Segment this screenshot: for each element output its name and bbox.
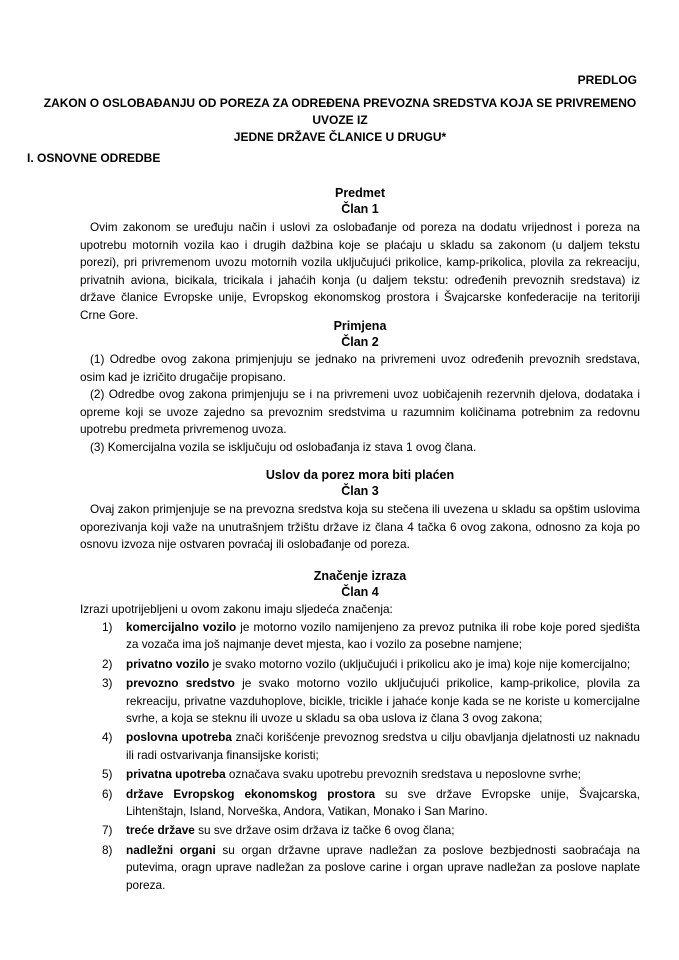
- definition-item: 6) države Evropskog ekonomskog prostora su sve države Evropske unije, Švajcarska, Lihtenštajn, Island, Norveška, Andora, Vatikan, Monako i San Marino.: [102, 786, 640, 819]
- article-1-subject: Predmet: [334, 186, 386, 200]
- definitions-list: [80, 619, 640, 896]
- article-3-text: Ovaj zakon primjenjuje se na prevozna sredstva koja su stečena ili uvezena u skladu sa opštim uslovima oporezivanja koji važe na unutrašnjem tržištu države iz člana 4 tačka 6 ovog zakona, odnosno za koja po osnovu izvoza nije ostvaren povraćaj ili oslobađanje od poreza.: [80, 502, 640, 551]
- proposal-label: PREDLOG: [577, 73, 637, 87]
- article-1-text: Ovim zakonom se uređuju način i uslovi za oslobađanje od poreza na dodatu vrijednost i poreza na upotrebu motornih vozila kao i drugih dažbina koje se plaćaju u skladu sa zakonom (u daljem tekstu porezi), pri privremenom uvozu motornih vozila uključujući prikolice, kamp-prikolica, plovila za rekreaciju, privatnih aviona, bicikala, tricikala i jahaćih konja (u daljem tekstu: određenih prevoznih sredstava) iz države članice Evropske unije, Evropskog ekonomskog prostora i Švajcarske konfederacije na teritoriji Crne Gore.: [80, 220, 640, 322]
- document-title: [40, 95, 640, 146]
- article-1: [80, 185, 640, 217]
- article-2-body: [80, 351, 640, 456]
- definition-item: 3) prevozno sredstvo je svako motorno vozilo uključujući prikolice, kamp-prikolice, plovila za rekreaciju, privatne vazduhoplove, bicikle, tricikle i jahaće konje kada se ne koriste u komercijalne svrhe, a koja se steknu ili uvoze u skladu sa oba uslova iz člana 3 ovog zakona;: [102, 676, 640, 726]
- section-heading: I. OSNOVNE ODREDBE: [27, 151, 161, 165]
- article-2-label: Član 2: [341, 335, 379, 349]
- article-3-subject: Uslov da porez mora biti plaćen: [265, 468, 455, 482]
- article-4-label: Član 4: [341, 585, 379, 599]
- definition-item: 2) privatno vozilo je svako motorno vozilo (uključujući i prikolicu ako je ima) koje nije komercijalno;: [102, 656, 631, 671]
- definition-item: 4) poslovna upotreba znači korišćenje prevoznog sredstva u cilju obavljanja djelatnosti uz naknadu ili radi ostvarivanja finansijske koristi;: [102, 730, 640, 762]
- article-4-intro: Izrazi upotrijebljeni u ovom zakonu imaju sljedeća značenja:: [80, 602, 393, 616]
- article-1-label: Član 1: [341, 202, 379, 216]
- definition-item: 5) privatna upotreba označava svaku upotrebu prevoznih sredstava u neposlovne svrhe;: [102, 767, 582, 782]
- article-4-subject: Značenje izraza: [313, 569, 407, 583]
- article-2: [80, 318, 640, 350]
- definition-item: 1) komercijalno vozilo je motorno vozilo namijenjeno za prevoz putnika ili robe koje pored sjedišta za vozača ima još najmanje devet mjesta, kao i vozilo za posebne namjene;: [102, 620, 640, 652]
- title-line-2: JEDNE DRŽAVE ČLANICE U DRUGU*: [233, 130, 447, 144]
- article-3: [80, 467, 640, 499]
- article-2-paragraph: (3) Komercijalna vozila se isključuju od oslobađanja iz stava 1 ovog člana.: [90, 439, 477, 454]
- article-2-paragraph: (1) Odredbe ovog zakona primjenjuju se jednako na privremeni uvoz određenih prevoznih sredstava, osim kad je izričito drugačije propisano.: [80, 352, 640, 384]
- article-4: [80, 568, 640, 600]
- article-3-label: Član 3: [341, 484, 379, 498]
- definition-item: 8) nadležni organi su organ državne uprave nadležan za poslove bezbjednosti saobraćaja na putevima, oragn uprave nadležan za poslove carine i organ uprave nadležan za poslove naplate poreza.: [102, 842, 640, 892]
- title-line-1: ZAKON O OSLOBAĐANJU OD POREZA ZA ODREĐENA PREVOZNA SREDSTVA KOJA SE PRIVREMENO UVOZE IZ: [43, 96, 637, 127]
- article-2-paragraph: (2) Odredbe ovog zakona primjenjuju se i na privremeni uvoz uobičajenih rezervnih djelova, dodataka i opreme koji se uvoze zajedno sa prevoznim sredstvima u razumnim količinama potrebnim za redovnu upotrebu predmeta privremenog uvoza.: [80, 387, 640, 436]
- definition-item: 7) treće države su sve države osim država iz tačke 6 ovog člana;: [102, 823, 455, 838]
- article-2-subject: Primjena: [333, 319, 387, 333]
